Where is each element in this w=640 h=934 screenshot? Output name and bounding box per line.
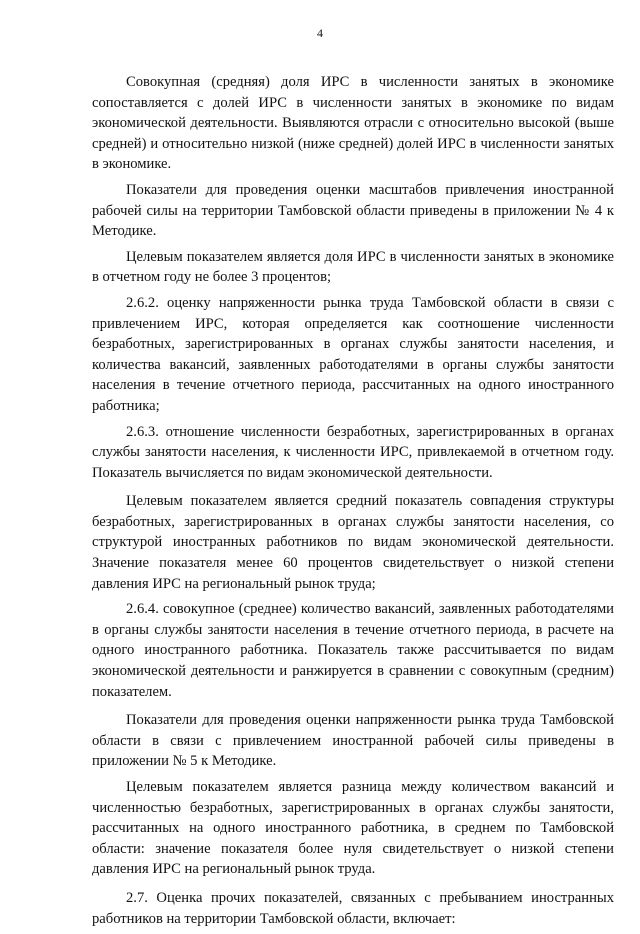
document-body bbox=[92, 72, 614, 934]
paragraph-9: Целевым показателем является разница между количеством вакансий и численностью безработных, зарегистрированных в органах службы занятости, рассчитанных на одного иностранного работника, в среднем по Тамбовской области: значение показателя более нуля свидетельствует о низкой степени давления ИРС на региональный рынок труда. bbox=[92, 779, 614, 878]
paragraph-8: Показатели для проведения оценки напряженности рынка труда Тамбовской области в связи с привлечением иностранной рабочей силы приведены в приложении № 5 к Методике. bbox=[92, 712, 614, 770]
paragraph-10: 2.7. Оценка прочих показателей, связанных с пребыванием иностранных работников на территории Тамбовской области, включает: bbox=[92, 889, 614, 927]
paragraph-5: 2.6.3. отношение численности безработных, зарегистрированных в органах службы занятости населения, к численности ИРС, привлекаемой в отчетном году. Показатель вычисляется по видам экономической деятельности. bbox=[92, 423, 614, 481]
page-number: 4 bbox=[317, 26, 323, 40]
paragraph-3: Целевым показателем является доля ИРС в численности занятых в экономике в отчетном году не более 3 процентов; bbox=[92, 248, 614, 286]
paragraph-2: Показатели для проведения оценки масштабов привлечения иностранной рабочей силы на территории Тамбовской области приведены в приложении № 4 к Методике. bbox=[92, 181, 614, 240]
paragraph-4: 2.6.2. оценку напряженности рынка труда Тамбовской области в связи с привлечением ИРС, которая определяется как соотношение численности безработных, зарегистрированных в органах службы занятости населения, и количества вакансий, заявленных работодателями в органы службы занятости населения в течение отчетного периода, рассчитанных на одного иностранного работника; bbox=[92, 294, 614, 414]
paragraph-7: 2.6.4. совокупное (среднее) количество вакансий, заявленных работодателями в органы службы занятости населения в течение отчетного периода, в расчете на одного иностранного работника. Показатель также рассчитывается по видам экономической деятельности и ранжируется в сравнении с совокупным (средним) показателем. bbox=[92, 601, 614, 700]
paragraph-6: Целевым показателем является средний показатель совпадения структуры безработных, зарегистрированных в органах службы занятости населения, со структурой иностранных работников по видам экономической деятельности. Значение показателя менее 60 процентов свидетельствует о низкой степени давления ИРС на региональный рынок труда; bbox=[92, 493, 614, 592]
paragraph-1: Совокупная (средняя) доля ИРС в численности занятых в экономике сопоставляется с долей ИРС в численности занятых в экономике по видам экономической деятельности. Выявляются отрасли с относительно высокой (выше средней) и относительно низкой (ниже средней) долей ИРС в численности занятых в экономике. bbox=[92, 74, 614, 173]
